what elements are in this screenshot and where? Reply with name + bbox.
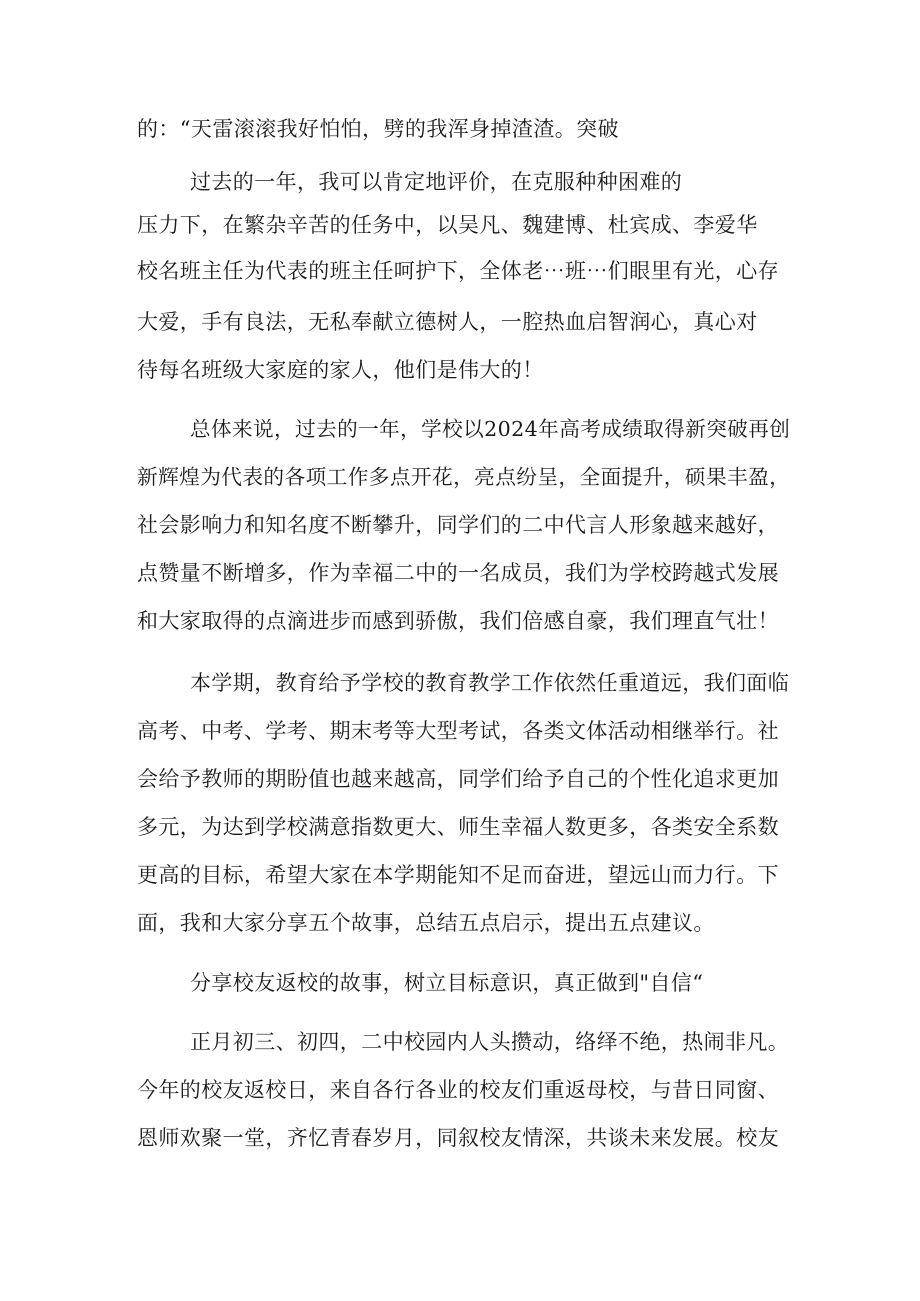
paragraph-3-line-2: 新辉煌为代表的各项工作多点开花，亮点纷呈，全面提升，硕果丰盈， [137,465,791,489]
paragraph-3-line-4: 点赞量不断增多，作为幸福二中的一名成员，我们为学校跨越式发展 [137,561,779,585]
section-heading: 分享校友返校的故事，树立目标意识，真正做到"自信“ [190,971,704,995]
paragraph-4-line-4: 多元，为达到学校满意指数更大、师生幸福人数更多，各类安全系数 [137,815,779,839]
paragraph-4-line-6: 面，我和大家分享五个故事，总结五点启示，提出五点建议。 [137,911,715,935]
paragraph-4-line-5: 更高的目标，希望大家在本学期能知不足而奋进，望远山而力行。下 [137,863,779,887]
paragraph-2-line-1: 过去的一年，我可以肯定地评价，在克服种种困难的 [190,170,683,194]
paragraph-2-line-3: 校名班主任为代表的班主任呵护下，全体老⋯班⋯们眼里有光，心存 [137,259,779,283]
paragraph-3-line-3: 社会影响力和知名度不断攀升，同学们的二中代言人形象越来越好， [137,513,779,537]
paragraph-4-line-1: 本学期，教育给予学校的教育教学工作依然任重道远，我们面临 [190,671,790,695]
paragraph-4-line-3: 会给予教师的期盼值也越来越高，同学们给予自己的个性化追求更加 [137,767,779,791]
paragraph-5-line-1: 正月初三、初四，二中校园内人头攒动，络绎不绝，热闹非凡。 [190,1030,790,1054]
paragraph-3-line-5: 和大家取得的点滴进步而感到骄傲，我们倍感自豪，我们理直气壮！ [137,609,779,633]
paragraph-1-line-1: 的：“天雷滚滚我好怕怕，劈的我浑身掉渣渣。突破 [137,117,619,141]
paragraph-5-line-2: 今年的校友返校日，来自各行各业的校友们重返母校，与昔日同窗、 [137,1078,779,1102]
paragraph-2-line-2: 压力下，在繁杂辛苦的任务中，以吴凡、魏建博、杜宾成、李爱华 [137,213,758,237]
paragraph-4-line-2: 高考、中考、学考、期末考等大型考试，各类文体活动相继举行。社 [137,719,779,743]
paragraph-3-line-1: 总体来说，过去的一年，学校以2024年高考成绩取得新突破再创 [190,417,791,441]
paragraph-2-line-4: 大爱，手有良法，无私奉献立德树人，一腔热血启智润心，真心对 [137,310,758,334]
paragraph-5-line-3: 恩师欢聚一堂，齐忆青春岁月，同叙校友情深，共谈未来发展。校友 [137,1126,779,1150]
paragraph-2-line-5: 待每名班级大家庭的家人，他们是伟大的！ [137,358,544,382]
